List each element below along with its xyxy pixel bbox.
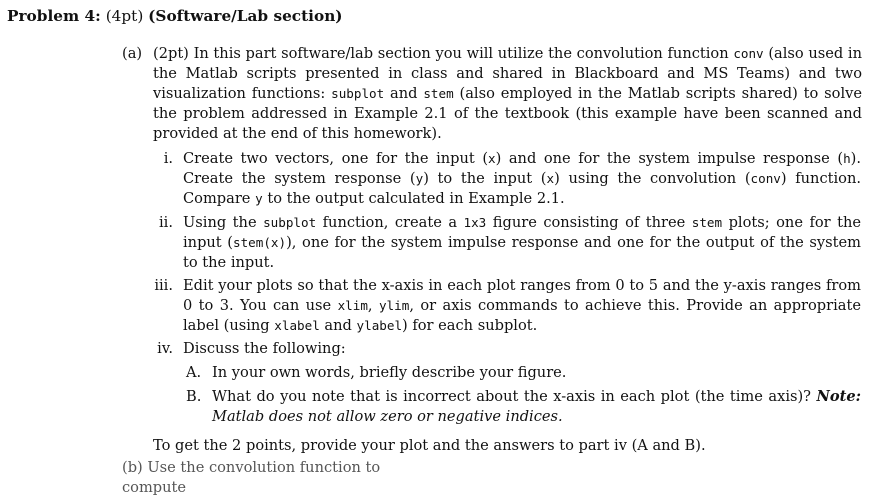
item-iii <box>151 276 861 336</box>
note-text: Matlab does not allow zero or negative indices. <box>212 408 563 425</box>
text-run: ) using the convolution ( <box>554 170 751 187</box>
item-iv <box>151 339 861 359</box>
item-ii <box>151 213 861 273</box>
text-run: What do you note that is incorrect about the x-axis in each plot (the time axis)? <box>212 388 817 405</box>
item-label: ii. <box>159 214 173 231</box>
code-token: 1x3 <box>463 215 487 230</box>
subitem-label: A. <box>186 364 202 381</box>
code-token: ylim <box>378 298 410 313</box>
problem-section: (Software/Lab section) <box>148 7 343 25</box>
code-token: x <box>546 171 555 186</box>
text-run: Using the <box>183 214 264 231</box>
item-text <box>183 149 861 209</box>
code-token: xlabel <box>274 318 320 333</box>
item-i <box>151 149 861 209</box>
code-token: conv <box>750 171 781 186</box>
subitem-a <box>186 363 861 383</box>
code-token: stem <box>691 215 723 230</box>
code-token: conv <box>733 46 764 61</box>
text-run: figure consisting of three <box>486 214 692 231</box>
code-token: stem <box>423 86 454 101</box>
text-run: , <box>367 297 379 314</box>
problem-heading <box>7 6 343 26</box>
cut-off-next-part: (b) Use the convolution function to compute <box>122 459 381 496</box>
text-run: , or axis commands to achieve this. Provide an appropriate label (using <box>183 297 861 334</box>
text-run: ) function. Compare <box>183 170 861 207</box>
subitem-text <box>212 387 861 427</box>
text-run: (also used in the Matlab scripts presented in class and shared in Blackboard and MS Teams) and two visualization functions: <box>153 45 862 102</box>
footer-note: To get the 2 points, provide your plot and the answers to part iv (A and B). <box>153 437 706 454</box>
code-token: xlim <box>337 298 368 313</box>
item-text <box>183 213 861 273</box>
text-run: ), one for the system impulse response and one for the output of the system to the input. <box>183 234 861 271</box>
text-run: to the output calculated in Example 2.1. <box>262 190 565 207</box>
code-token: y <box>255 191 263 206</box>
subitem-label: B. <box>186 388 202 405</box>
problem-label: Problem 4: <box>7 7 101 25</box>
text-run: (also employed in the Matlab scripts shared) to solve the problem addressed in Example 2.1 of the textbook (this example have been scanned and provided at the end of this homework). <box>153 85 862 142</box>
code-token: ylabel <box>356 318 403 333</box>
code-token: x <box>488 151 496 166</box>
subitem-text <box>212 363 861 383</box>
text-run: and <box>319 317 357 334</box>
text-run: Discuss the following: <box>183 340 346 357</box>
item-text <box>183 339 861 359</box>
code-token: stem(x) <box>233 235 287 250</box>
code-token: h <box>843 151 851 166</box>
text-run: ). Create the system response ( <box>183 150 861 187</box>
text-run: Edit your plots so that the x-axis in each plot ranges from 0 to 5 and the y-axis ranges from 0 to 3. You can use <box>183 277 861 314</box>
text-run: (2pt) In this part software/lab section you will utilize the convolution function <box>153 45 734 62</box>
part-a-label: (a) <box>122 45 143 62</box>
note-label: Note: <box>816 388 861 405</box>
part-a-text <box>153 44 862 144</box>
text-run: ) for each subplot. <box>402 317 538 334</box>
code-token: subplot <box>331 86 385 101</box>
text-run: ) and one for the system impulse response ( <box>495 150 844 167</box>
text-run: ) to the input ( <box>423 170 547 187</box>
text-run: Create two vectors, one for the input ( <box>183 150 489 167</box>
text-run: plots; one for the input ( <box>183 214 862 251</box>
item-text <box>183 276 861 336</box>
item-label: iii. <box>154 277 173 294</box>
code-token: y <box>415 171 424 186</box>
problem-points: (4pt) <box>105 7 144 25</box>
text-run: and <box>384 85 424 102</box>
subitem-b <box>186 387 861 427</box>
part-a <box>122 44 862 144</box>
item-label: i. <box>163 150 173 167</box>
text-run: function, create a <box>316 214 464 231</box>
text-run: In your own words, briefly describe your figure. <box>212 364 567 381</box>
code-token: subplot <box>263 215 317 230</box>
item-label: iv. <box>157 340 173 357</box>
